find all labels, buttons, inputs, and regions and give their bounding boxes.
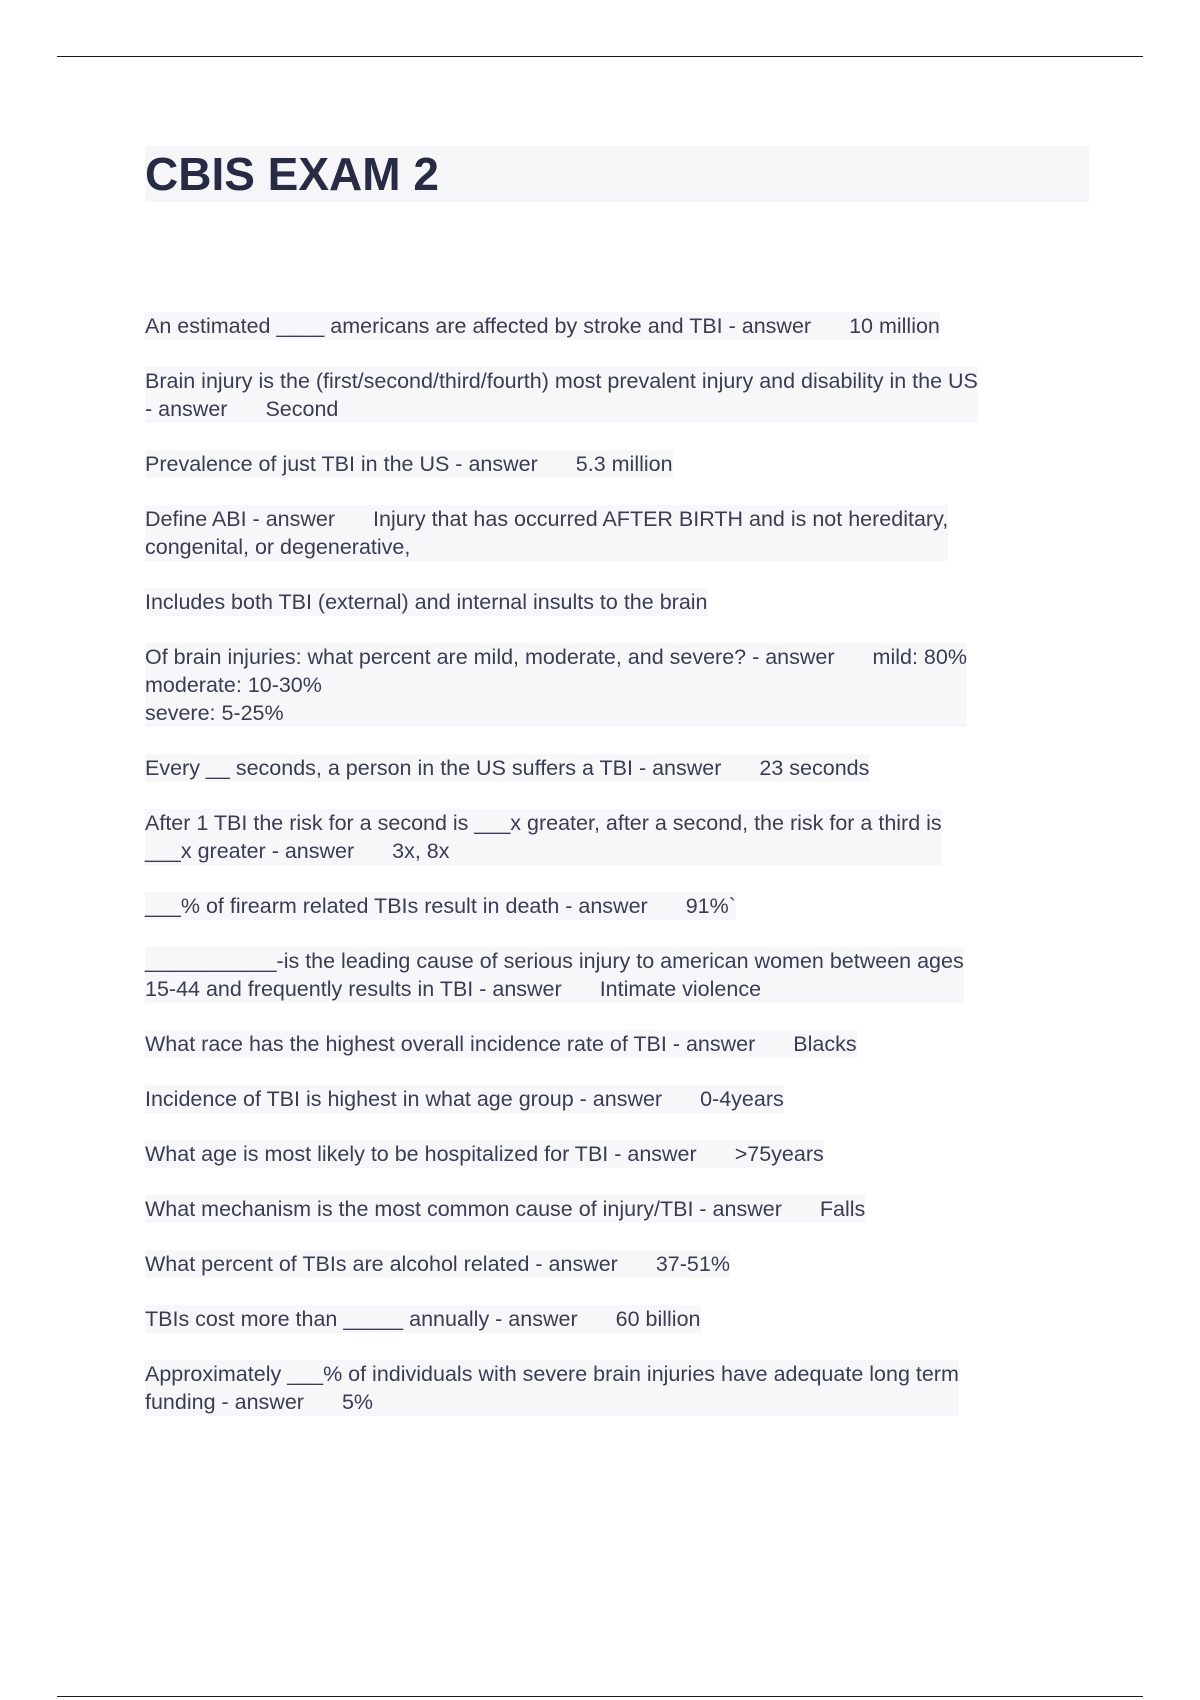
- question-line: [145, 367, 978, 395]
- qa-item: [145, 1195, 865, 1223]
- qa-item: [145, 1030, 857, 1058]
- question-text: Includes both TBI (external) and internal insults to the brain: [145, 590, 708, 614]
- question-line: [145, 1085, 784, 1113]
- answer-text: Blacks: [793, 1032, 857, 1056]
- question-text: What percent of TBIs are alcohol related - answer: [145, 1252, 618, 1276]
- question-line: [145, 450, 673, 478]
- qa-item: [145, 450, 673, 478]
- question-text: What race has the highest overall incidence rate of TBI - answer: [145, 1032, 756, 1056]
- qa-item: [145, 1360, 959, 1416]
- answer-text: 3x, 8x: [392, 839, 450, 863]
- page-title: CBIS EXAM 2: [145, 148, 439, 200]
- question-line: [145, 1360, 959, 1388]
- question-text: An estimated ____ americans are affected by stroke and TBI - answer: [145, 314, 812, 338]
- answer-text: 91%`: [685, 894, 736, 918]
- question-line: [145, 643, 967, 671]
- qa-list: [145, 312, 1089, 1443]
- question-line: [145, 975, 964, 1003]
- bottom-rule: [57, 1696, 1143, 1697]
- question-line: [145, 809, 942, 837]
- qa-item: [145, 892, 736, 920]
- answer-text: 5%: [341, 1390, 374, 1414]
- answer-text: 60 billion: [615, 1307, 701, 1331]
- question-text: What age is most likely to be hospitalized for TBI - answer: [145, 1142, 697, 1166]
- question-text: - answer: [145, 397, 228, 421]
- question-text: funding - answer: [145, 1390, 304, 1414]
- answer-text: 10 million: [849, 314, 940, 338]
- qa-item: [145, 643, 967, 727]
- question-line: [145, 505, 948, 533]
- question-line: [145, 1305, 701, 1333]
- qa-item: [145, 754, 869, 782]
- qa-item: [145, 1085, 784, 1113]
- question-line: [145, 588, 708, 616]
- question-text: 15-44 and frequently results in TBI - answer: [145, 977, 562, 1001]
- question-line: [145, 837, 942, 865]
- question-text: Incidence of TBI is highest in what age group - answer: [145, 1087, 663, 1111]
- qa-item: [145, 367, 978, 423]
- qa-item: [145, 505, 948, 561]
- question-text: Every __ seconds, a person in the US suffers a TBI - answer: [145, 756, 722, 780]
- answer-text: 37-51%: [655, 1252, 730, 1276]
- question-text: ___x greater - answer: [145, 839, 355, 863]
- question-text: ___________-is the leading cause of serious injury to american women between ages: [145, 949, 964, 973]
- qa-item: [145, 588, 708, 616]
- answer-continued-line: severe: 5-25%: [145, 701, 284, 725]
- question-line: [145, 1030, 857, 1058]
- answer-text: 23 seconds: [759, 756, 870, 780]
- question-line: [145, 312, 940, 340]
- qa-item: [145, 1140, 824, 1168]
- answer-text: Intimate violence: [599, 977, 762, 1001]
- answer-text: Second: [265, 397, 339, 421]
- qa-item: [145, 1305, 701, 1333]
- question-line: [145, 1195, 865, 1223]
- question-line: [145, 947, 964, 975]
- question-text: ___% of firearm related TBIs result in death - answer: [145, 894, 648, 918]
- question-text: TBIs cost more than _____ annually - answer: [145, 1307, 578, 1331]
- qa-item: [145, 947, 964, 1003]
- question-text: After 1 TBI the risk for a second is ___x greater, after a second, the risk for a third is: [145, 811, 942, 835]
- top-rule: [57, 56, 1143, 57]
- qa-item: [145, 1250, 730, 1278]
- qa-item: [145, 809, 942, 865]
- qa-item: [145, 312, 940, 340]
- question-text: Prevalence of just TBI in the US - answer: [145, 452, 538, 476]
- answer-text: mild: 80%: [872, 645, 967, 669]
- question-text: What mechanism is the most common cause of injury/TBI - answer: [145, 1197, 782, 1221]
- answer-text: Injury that has occurred AFTER BIRTH and is not hereditary,: [373, 507, 949, 531]
- question-text: Approximately ___% of individuals with severe brain injuries have adequate long term: [145, 1362, 959, 1386]
- question-line: [145, 1250, 730, 1278]
- answer-text: 5.3 million: [575, 452, 673, 476]
- answer-continued-line: congenital, or degenerative,: [145, 535, 411, 559]
- question-text: Define ABI - answer: [145, 507, 336, 531]
- question-line: [145, 892, 736, 920]
- question-line: [145, 395, 978, 423]
- answer-text: >75years: [734, 1142, 824, 1166]
- answer-continued-line: moderate: 10-30%: [145, 673, 322, 697]
- question-line: [145, 754, 869, 782]
- question-text: Of brain injuries: what percent are mild, moderate, and severe? - answer: [145, 645, 835, 669]
- question-line: [145, 1388, 959, 1416]
- answer-text: 0-4years: [700, 1087, 784, 1111]
- question-line: [145, 1140, 824, 1168]
- question-text: Brain injury is the (first/second/third/fourth) most prevalent injury and disability in the US: [145, 369, 978, 393]
- answer-text: Falls: [819, 1197, 866, 1221]
